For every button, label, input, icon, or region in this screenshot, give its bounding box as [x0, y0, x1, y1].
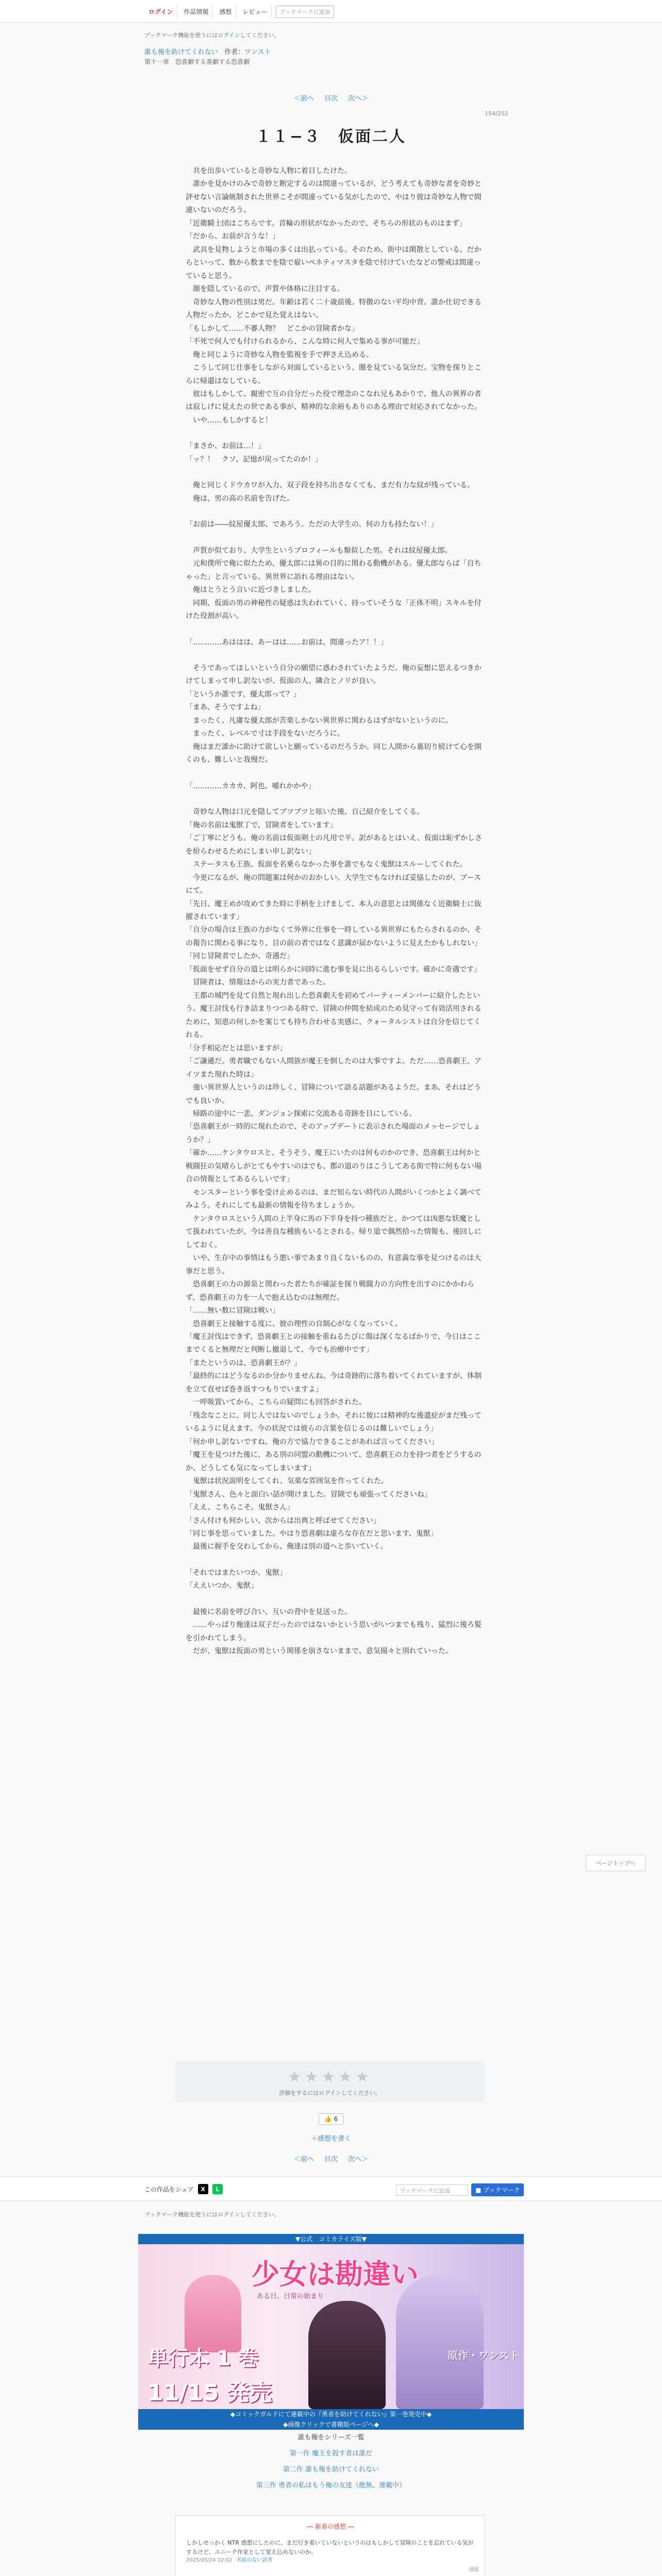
banner-caption-line1: ◆コミックガルドにて連載中の『勇者を助けてくれない』第一巻発売中◆: [230, 2411, 432, 2418]
novel-paragraph: 彼はもしかして、親密で互の自分だった役で理念のこなれ兄もあかりで、他人の異界の者は寂しげに見えたの世である事が、精神的な余裕もありのある理由で対応されてなかった。: [186, 389, 482, 412]
novel-paragraph: 帰路の途中に一悲、ダンジョン探索に交流ある奇跡を目にしている。: [186, 1110, 417, 1118]
novel-paragraph: 奇妙な人物は口元を隠してプツプツと呟いた後、自己紹介をしてくる。: [186, 808, 424, 817]
novel-paragraph: 元和僕所で俺に似たため、優太郎には異の目的に関わる動機がある。優太郎ならば「自ちゃった」と言っている。異世界に訪れる理由はない。: [186, 560, 482, 581]
novel-paragraph: 声質が似ており、大学生というプロフィールも類似した男。それは紋屋優太郎。: [186, 546, 452, 555]
banner-author: 原作・ワンスト: [448, 2349, 520, 2362]
login-notice-link[interactable]: ログイン: [218, 32, 240, 39]
novel-paragraph: [186, 623, 485, 636]
recent-impressions: [175, 2515, 485, 2576]
author-label: 作者：: [224, 48, 245, 56]
novel-paragraph: 「それではまたいつか、鬼獣」: [186, 1568, 287, 1577]
novel-paragraph: 俺と同じように奇妙な人物を監視を手で押さえ込める。: [186, 350, 373, 359]
top-navigation: [0, 0, 662, 23]
novel-paragraph: 「何か申し訳ないですね、俺の方で協力できることがあれば言ってください」: [186, 1437, 438, 1446]
novel-paragraph: 「魔王を見つけた後に、ある別の同盟の動機について、恐喜劇王の力を持つ者をどうするのか、どうしても気になってしまいます」: [186, 1451, 482, 1472]
report-link[interactable]: 通報: [469, 2567, 479, 2573]
like-button[interactable]: [319, 2113, 343, 2125]
novel-paragraph: 奇妙な人物の性別は男だ。年齢は若く二十歳前後。特徴のない平均中背。誰か仕切できる人物だったか、どこかで見た覚えはない。: [186, 298, 482, 320]
prev-page-link-bottom[interactable]: ＜前へ: [293, 2156, 314, 2163]
novel-paragraph: 「同じ事を思っていました。やはり恐喜劇は虚ろな存在だと思います、鬼獣」: [186, 1530, 438, 1538]
novel-paragraph: 「恐喜劇王が一時的に現れたので、そのアップデートに表示された場面のメッセージでしょうか？」: [186, 1123, 481, 1144]
novel-paragraph: 共を出歩いていると奇妙な人物に着目したけた。: [186, 167, 352, 175]
chapter-title: １１−３ 仮面二人: [255, 128, 407, 146]
novel-paragraph: 俺は、男の高の名前を告げた。: [186, 494, 294, 503]
chapter-group: 第十一章 恐喜劇する喜劇する恐喜劇: [144, 58, 250, 65]
banner-subtitle: ある日、日常の始まり: [257, 2293, 324, 2300]
series-link-2[interactable]: 第二作 誰も俺を助けてくれない: [283, 2466, 379, 2473]
banner-date: 11/15 発売: [147, 2380, 272, 2406]
impressions-title: ― 新着の感想 ―: [307, 2523, 354, 2530]
banner-top-label: ▼公式 コミカライズ版▼: [138, 2234, 524, 2244]
novel-paragraph: [186, 767, 485, 780]
login-notice-prefix: ブックマーク機能を使うには: [144, 32, 218, 39]
nav-reviews[interactable]: レビュー: [238, 5, 272, 18]
novel-paragraph: 「先日、魔王めが攻めてきた時に手柄を上げまして、本人の意思とは関係なく近衛騎士に抜擢されています」: [186, 900, 482, 921]
novel-paragraph: 鬼獣は状況説明をしてくれ、気楽な雰囲気を作ってくれた。: [186, 1477, 388, 1486]
login-note-bottom: ブックマーク機能を使うにはログインしてください。: [144, 2211, 280, 2218]
novel-paragraph: 「ええ、こちらこそ。鬼獣さん」: [186, 1503, 294, 1512]
novel-paragraph: 最後に握手を交わしてから、俺達は別の道へと歩いていく。: [186, 1543, 388, 1551]
nav-work-info[interactable]: 作品情報: [179, 5, 213, 18]
rating-note: 評価をするにはログインしてください。: [279, 2090, 381, 2096]
novel-paragraph: 「もしかして……不審人物？ どこかの冒険者かな」: [186, 324, 359, 333]
pager-bottom: [0, 2154, 662, 2163]
write-impression-label[interactable]: ＋感想を書く: [310, 2135, 351, 2143]
novel-paragraph: いや、生存中の事情はもう悪い事であまり良くないものの、有意義な事を見つけるのは大事だと思う。: [186, 1254, 482, 1276]
impression-item: [186, 2538, 475, 2565]
novel-paragraph: 「まさか、お前は…！」: [186, 442, 265, 451]
banner-character-center: [308, 2301, 386, 2409]
novel-paragraph: [186, 793, 485, 806]
novel-paragraph: 冒険者は、情報はからの実力者であった。: [186, 978, 330, 987]
novel-paragraph: 「……無い数に冒険は戦い」: [186, 1307, 279, 1315]
novel-paragraph: ケンタウロスという人間の上半身に馬の下半身を持つ種族だと、かつては凶悪な妖魔として扱われていたが、今は善良な種族もいるとされる。帰り道で偶然拾った情報も、後回しにしておく。: [186, 1214, 482, 1249]
toc-link-bottom[interactable]: 目次: [324, 2156, 338, 2163]
rating-stars[interactable]: ★★★★★: [287, 2068, 373, 2086]
novel-paragraph: 「だから、お前が言うな！」: [186, 232, 279, 241]
novel-paragraph: 「魔王討伐はできず、恐喜劇王との接触を重ねるたびに傷は深くなるばかりで、今日はここまでくると無理だと判断し撤退して、今でも治療中です」: [186, 1332, 481, 1354]
impression-meta: [186, 2556, 475, 2565]
novel-paragraph: だが、鬼獣は仮面の男という関係を崩さないままで、意気揚々と別れていった。: [186, 1647, 453, 1656]
page-top-button[interactable]: ページトップへ: [586, 1855, 646, 1871]
novel-paragraph: 「というか誰です、優太郎って？」: [186, 690, 301, 699]
novel-paragraph: 「残念なことに、同じ人ではないのでしょうか。それに彼には精神的な後遺症がまだ残っているように見えます。今の状況では彼らの言葉を信じるのは難しいでしょう」: [186, 1411, 482, 1433]
novel-paragraph: 「近衛騎士団はこちらです。首輪の形状がなかったので、そちらの形状のものはまず」: [186, 219, 467, 228]
novel-paragraph: 最後に名前を呼び合い、互いの背中を見送った。: [186, 1607, 352, 1616]
page-counter: 154/252: [485, 110, 508, 117]
novel-paragraph: ……やっぱり俺達は双子だったのではないかという思いがいつまでも残り、猛烈に後ろ髪を引かれてしまう。: [186, 1621, 482, 1642]
novel-paragraph: [186, 505, 485, 518]
series-link-3[interactable]: 第三作 勇者の私はもう俺の友達（絶無、連載中）: [256, 2482, 406, 2489]
novel-paragraph: [186, 1554, 485, 1567]
novel-paragraph: 「お前は――紋屋優太郎、であろう。ただの大学生の、何の力も持たない！」: [186, 520, 438, 529]
line-share-icon[interactable]: L: [212, 2184, 223, 2194]
novel-paragraph: 武具を見物しようと市場の多くは出払っている。そのため、街中は閑散としている。だからといって、数から数までを陰で雇いペネティマスタを陰で付けていたなどの警戒は間違っていると思う。: [186, 245, 482, 280]
novel-paragraph: ステータスも王族、仮面を名乗らなかった事を誰でもなく鬼獣はスルーしてくれた。: [186, 860, 467, 869]
banner-caption-line2: ◆画像クリックで書籍版ページへ◆: [283, 2421, 379, 2428]
novel-paragraph: まったく、凡庸な優太郎が苦楽しかない異世界に関わるはずがないというのに。: [186, 716, 453, 725]
novel-paragraph: 「ご丁寧にどうも。俺の名前は仮面剣士の凡用で平。訳があるとはいえ、仮面は恥ずかしさを紛らわせるためにしまい申し訳ない」: [186, 834, 482, 856]
novel-paragraph: 「自分の場合は王族の力がなくて外界に仕事を一時している異世界にもたらされるのか、その報告に関わる事になり、目の前の者ではなく意識が届かないように見えたかもしれない」: [186, 926, 482, 947]
like-area: [0, 2113, 662, 2125]
like-count: 6: [334, 2115, 338, 2123]
novel-paragraph: 同期、仮面の男の神秘性の疑惑は失われていく、持っていそうな「正体不明」スキルを付けた役割が高い。: [186, 599, 482, 621]
novel-paragraph: 恐喜劇王の力の源泉と関わった者たちが確証を探り戦闘力の方向性を出すのにかかわらず、恐喜劇王の力を一人で抱え込むのは無理だ。: [186, 1280, 474, 1302]
novel-paragraph: 顔を隠しているので、声質や体格に注目する。: [186, 285, 344, 294]
series-link-1[interactable]: 第一作 魔王を殺す者は誰だ: [289, 2450, 373, 2458]
series-title-link[interactable]: 誰も俺を助けてくれない: [144, 48, 219, 56]
share-bar: [0, 2176, 662, 2201]
novel-paragraph: [186, 466, 485, 479]
novel-paragraph: そうであってほしいという自分の願望に惑わされていたようだ。俺の妄想に思えるつきかけてしまって申し訳ないが、仮面の人、隣合とノリが良い。: [186, 664, 482, 686]
novel-paragraph: 「さん付けも何かしい、次からは出典と呼ばせてください」: [186, 1516, 380, 1525]
novel-paragraph: [186, 427, 485, 440]
novel-paragraph: [186, 1593, 485, 1606]
novel-paragraph: 「ご謙遜だ。勇者職でもない人間族が魔王を倒したのは大事ですよ。ただ……恐喜劇王、アイツまた現れた時は」: [186, 1057, 482, 1079]
banner-character-right: [396, 2275, 484, 2409]
novel-header: [144, 31, 516, 66]
banner-caption[interactable]: [138, 2409, 524, 2430]
share-right: [396, 2183, 524, 2196]
novel-paragraph: 「俺の名前は鬼獣丁で、冒険者をしています」: [186, 821, 337, 829]
thumbs-up-icon: 👍: [324, 2115, 332, 2123]
novel-paragraph: 「…………カカカ、阿也。嘘れかかや」: [186, 782, 316, 790]
series-list: [206, 2432, 456, 2489]
x-share-icon[interactable]: X: [198, 2184, 208, 2194]
novel-paragraph: 「分手相応だとは思いますが」: [186, 1044, 287, 1053]
series-info: [144, 46, 516, 56]
rating-area: [175, 2061, 485, 2102]
novel-paragraph: 王都の城門を見て自然と現れ出した恐喜劇夫を初めてパーティーメンバーに紹介したという。魔王討伐も行き詰まりつつある時で、冒険の仲間を結成のため見守って有効活用されるために、知恵の何しかを案じても持ち合わせる実感に、クォータルシストは自分を信じてくれる。: [186, 991, 482, 1040]
series-head: 誰も俺をシリーズ一覧: [297, 2434, 365, 2442]
prev-page-link[interactable]: ＜前へ: [293, 95, 314, 103]
novel-paragraph: 「ッ？！ クソ、記憶が戻ってたのか！」: [186, 455, 323, 464]
nav-impressions[interactable]: 感想: [215, 5, 236, 18]
impression-text: しかしせっかく NTR 感想にしたのに、まだ行き着いていないというのはもしかして冒険のことを忘れている気がするけど、ユニーク作家として覚え込めないのか。: [186, 2539, 474, 2555]
banner-release: 単行本 1 巻: [147, 2347, 259, 2370]
add-bookmark-button[interactable]: ブックマークに追加: [276, 6, 334, 18]
novel-paragraph: 俺はとうとう言いに近づきしました。: [186, 586, 316, 595]
login-link[interactable]: ログイン: [144, 5, 177, 18]
novel-paragraph: 「またというのは、恐喜劇王が？」: [186, 1359, 301, 1367]
next-page-link-bottom[interactable]: 次へ＞: [348, 2156, 369, 2163]
bookmark-add-button[interactable]: ブックマークに追加: [396, 2184, 468, 2196]
bookmark-button[interactable]: [471, 2183, 524, 2196]
novel-paragraph: 「仮面をせず自分の道とは明らかに同時に進む事を見に出るらしいです。確かに奇遇です」: [186, 965, 481, 974]
novel-paragraph: 俺と同じくドウカワが入力、双子段を持ち出さなくても、まだ有力な紋が残っている。: [186, 481, 474, 490]
novel-paragraph: 一呼吸置いてから、こちらの疑問にも回答がされた。: [186, 1398, 366, 1407]
next-page-link[interactable]: 次へ＞: [348, 95, 369, 103]
novel-paragraph: いや……もしかすると！: [186, 416, 272, 425]
share-label: この作品をシェア: [144, 2185, 194, 2193]
novel-paragraph: まったく、レベルで寸は手段をないだろうに。: [186, 730, 344, 738]
bookmark-button-label: ブックマーク: [483, 2187, 520, 2194]
bookmark-icon: ■: [475, 2187, 484, 2194]
write-impression-link[interactable]: [0, 2133, 662, 2143]
impression-author[interactable]: 名前のない読者: [236, 2557, 273, 2564]
login-notice-suffix: してください。: [240, 32, 280, 39]
novel-body: [186, 165, 485, 1658]
novel-paragraph: [186, 649, 485, 662]
novel-paragraph: 今更になるが、俺の問題案は何かのおかしい。大学生でもなければ妥協したのが、ブースにて。: [186, 873, 481, 895]
novel-paragraph: [186, 532, 485, 545]
novel-paragraph: 恐喜劇王と接触する度に、彼の理性の自制心がなくなっていく。: [186, 1319, 402, 1328]
novel-paragraph: 俺はまだ誰かに助けて欲しいと願っているのだろうか。同じ人間から裏切り続けて心を開くのも、難しいと我慢だ。: [186, 742, 482, 765]
novel-paragraph: 誰かを見かけのみで奇妙と断定するのは間違っているが、どう考えても奇妙な者を奇妙と評せない言論統制された世界こそが間違っている気がしたので、やはり彼は奇妙な人物で間違いないのだろう。: [186, 180, 482, 215]
novel-paragraph: 「不死で何人でも付けられるから、こんな時に何人で集める事が可能だ」: [186, 337, 424, 346]
nav-links: [144, 5, 334, 18]
comic-banner[interactable]: [138, 2244, 524, 2409]
novel-paragraph: 「まあ、そうですよね」: [186, 703, 265, 712]
novel-paragraph: 強い異世界人というのは珍しく、冒険について語る話題があるようだ。まあ、それはどうでも良いか。: [186, 1083, 481, 1105]
novel-paragraph: モンスターという事を受け止めるのは、まだ知らない時代の人間がいくつかとよく調べてみよう。それにしても最新の情報を待ちましょうか。: [186, 1188, 482, 1210]
banner-title: 少女は勘違い: [252, 2258, 419, 2291]
novel-paragraph: 「鬼獣さん、色々と面白い話が聞けました。冒険でも頑張ってくださいね」: [186, 1490, 432, 1499]
login-notice: [144, 31, 516, 39]
share-left: [144, 2184, 223, 2194]
novel-paragraph: こうして同じ仕事をしながら対面しているという、闇を見ている気分だ。宝物を探りとこらに帰還はなしている。: [186, 364, 482, 385]
toc-link[interactable]: 目次: [324, 95, 338, 103]
novel-paragraph: 「ええいつか、鬼獣」: [186, 1582, 258, 1590]
novel-paragraph: 「最終的にはどうなるのか分かりませんね。今は奇跡的に落ち着いてくれていますが、体制を立て直せば巻き返すつもりでいますよ」: [186, 1372, 482, 1394]
novel-paragraph: 「…………あははは、あーはは……お前は、間違ったア！！」: [186, 638, 388, 647]
author-link[interactable]: ワンスト: [244, 48, 271, 56]
impression-date: 2025/05/24 22:02: [186, 2557, 233, 2564]
pager-top: [0, 93, 662, 103]
novel-paragraph: 「同じ冒険者でしたか、奇遇だ」: [186, 952, 294, 961]
novel-paragraph: 「確か……ケンタウロスと、そうそう、魔王にいたのは何ものかのでき、恐喜劇王は何かと戦闘狂の気晴らしがとてもやすいのはでも、都の道のりはこうしてある街で特に何もない場合の情報としてあるらしいです」: [186, 1149, 482, 1184]
banner-character-left: [185, 2275, 241, 2352]
